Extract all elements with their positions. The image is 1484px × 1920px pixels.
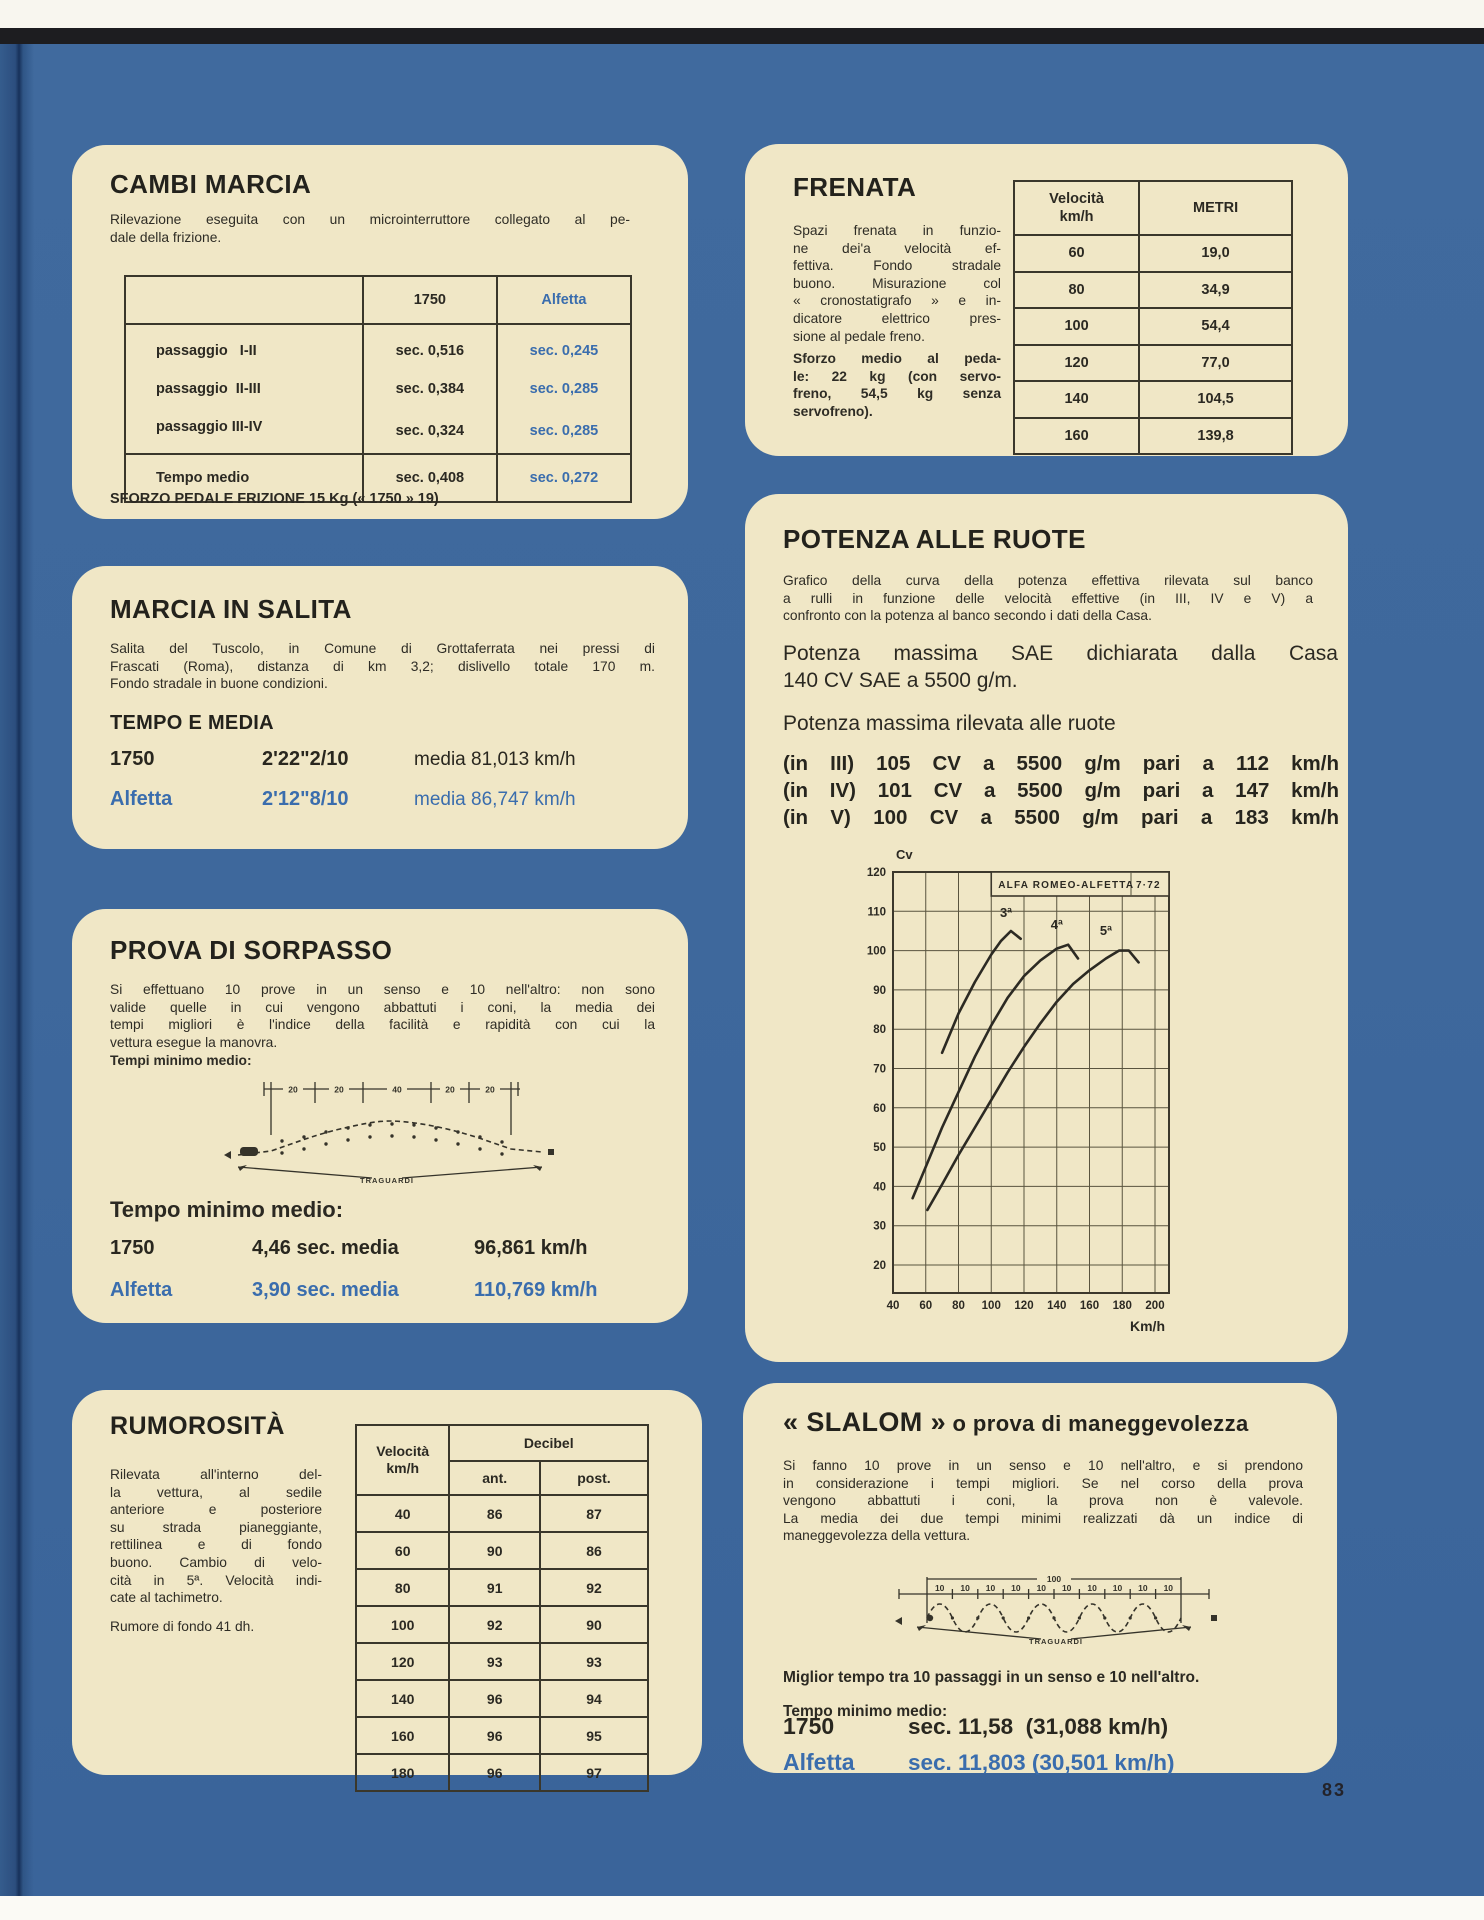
panel-title: POTENZA ALLE RUOTE: [783, 524, 1086, 554]
x-tick-label: 160: [1079, 1300, 1100, 1312]
time-value: sec. 11,58 (31,088 km/h): [908, 1714, 1169, 1739]
gearchange-table: [124, 275, 632, 503]
table-cell: 104,5: [1139, 381, 1292, 418]
car-name: Alfetta: [110, 788, 173, 810]
step-label: 10: [1011, 1583, 1021, 1593]
time-value: 4,46 sec. media: [252, 1237, 399, 1259]
step-label: 10: [1087, 1583, 1097, 1593]
panel-frenata: [745, 144, 1348, 456]
text-line: 140 CV SAE a 5500 g/m.: [783, 669, 1018, 692]
table-cell: 87: [540, 1495, 648, 1532]
table-cell: 139,8: [1139, 418, 1292, 455]
car-name: 1750: [783, 1713, 835, 1739]
table-cell: 93: [540, 1643, 648, 1680]
text-line: confronto con la potenza al banco secondo i dati della Casa.: [783, 608, 1152, 624]
table-cell: sec. 0,272: [497, 454, 631, 502]
y-tick-label: 100: [866, 945, 886, 958]
table-cell: 54,4: [1139, 308, 1292, 345]
table-row: [125, 408, 631, 454]
y-tick-label: 120: [866, 867, 886, 879]
car-name: 1750: [110, 1237, 155, 1259]
x-tick-label: 80: [952, 1300, 965, 1312]
table-cell: 140: [356, 1680, 449, 1717]
table-cell: 77,0: [1139, 345, 1292, 382]
step-label: 10: [985, 1583, 996, 1593]
table-row: [125, 370, 631, 408]
text-line: Spazi frenata in funzio-: [793, 223, 1001, 238]
step-label: 10: [1036, 1583, 1047, 1593]
result-row-alfetta: [110, 1279, 597, 1302]
result-row-1750: [110, 748, 576, 771]
table-header-row: [356, 1425, 648, 1461]
table-cell: 91: [449, 1569, 540, 1606]
text-line: a rulli in funzione delle velocità effettive (in III, IV e V) a: [783, 590, 1313, 606]
text-line: le: 22 kg (con servo-: [793, 368, 1001, 384]
text-line: servofreno).: [793, 403, 873, 419]
table-cell: 60: [1014, 235, 1139, 272]
marcia-body: [110, 640, 655, 693]
table-cell: passaggio II-III: [156, 381, 261, 397]
average-speed: 96,861 km/h: [474, 1237, 588, 1259]
table-cell: 90: [540, 1606, 648, 1643]
table-cell: passaggio I-II: [156, 343, 257, 359]
power-curve-3ª: [942, 931, 1021, 1053]
panel-title: PROVA DI SORPASSO: [110, 935, 393, 965]
column-header: 1750: [363, 276, 497, 324]
table-cell: passaggio III-IV: [156, 419, 263, 435]
gear-power-lines: [783, 750, 1339, 831]
tempo-minimo-subhead: Tempo minimo medio:: [110, 1197, 344, 1222]
table-row: [356, 1569, 648, 1606]
time-value: 2'22"2/10: [262, 748, 349, 770]
start-marker: [895, 1617, 902, 1625]
table-cell: 80: [356, 1569, 449, 1606]
table-header-row: [125, 276, 631, 324]
legend-title: ALFA ROMEO-ALFETTA: [998, 880, 1135, 891]
text-line: su strada pianeggiante,: [110, 1519, 322, 1535]
table-row: [1014, 381, 1292, 418]
table-row: [356, 1532, 648, 1569]
page-number: 83: [1322, 1780, 1347, 1800]
table-row: [356, 1717, 648, 1754]
step-label: 10: [960, 1583, 970, 1593]
column-header: post.: [540, 1461, 648, 1495]
car-icon: [240, 1147, 258, 1156]
power-curve-4ª: [913, 945, 1078, 1198]
noise-table: [355, 1424, 649, 1792]
table-cell: 100: [1014, 308, 1139, 345]
table-cell: 120: [356, 1643, 449, 1680]
text-line: vettura esegue la manovra.: [110, 1034, 278, 1050]
table-row: [356, 1680, 648, 1717]
panel-title: CAMBI MARCIA: [110, 169, 312, 199]
curve-label: 5ª: [1099, 922, 1112, 938]
end-marker: [548, 1149, 554, 1155]
text-line: Rilevazione eseguita con un microinterruttore collegato al pe-: [110, 212, 630, 227]
tempo-media-subhead: TEMPO E MEDIA: [110, 712, 274, 734]
text-line: rettilinea e di fondo: [110, 1537, 322, 1553]
panel-slalom: [743, 1383, 1337, 1773]
y-tick-label: 90: [873, 984, 886, 997]
table-row: [356, 1643, 648, 1680]
table-row: [1014, 272, 1292, 309]
text-line: dale della frizione.: [110, 229, 222, 245]
frenata-pedal-note: [793, 350, 1001, 420]
table-cell: sec. 0,324: [363, 408, 497, 454]
text-line: valide quelle in cui vengono abbattuti i coni, la media dei: [110, 999, 655, 1015]
slalom-tempo-line: Tempo minimo medio:: [783, 1703, 948, 1720]
column-header-label: Velocità: [1049, 191, 1104, 207]
panel-title: MARCIA IN SALITA: [110, 594, 352, 624]
column-header: ant.: [449, 1461, 540, 1495]
table-cell: sec. 0,384: [363, 370, 497, 408]
x-tick-label: 40: [886, 1300, 900, 1312]
bottom-page-edge: [0, 1896, 1484, 1920]
table-cell: sec. 0,516: [363, 324, 497, 370]
step-label: 10: [1163, 1583, 1174, 1593]
plot-border: [893, 872, 1169, 1293]
panel-title: FRENATA: [793, 172, 917, 202]
y-tick-label: 110: [867, 906, 886, 919]
text-line: (in V) 100 CV a 5500 g/m pari a 183 km/h: [783, 806, 1339, 829]
title-quoted: « SLALOM »: [783, 1407, 947, 1437]
car-name: Alfetta: [110, 1279, 173, 1301]
text-line: fettiva. Fondo stradale: [793, 258, 1001, 274]
column-header: METRI: [1139, 181, 1292, 235]
clutch-effort-note: SFORZO PEDALE FRIZIONE 15 Kg (« 1750 » 19): [110, 491, 439, 507]
text-line: in considerazione i tempi migliori. Se nel corso della prova: [783, 1475, 1303, 1491]
table-row: [356, 1754, 648, 1791]
table-row: [1014, 418, 1292, 455]
panel-title: RUMOROSITÀ: [110, 1412, 285, 1440]
table-cell: 96: [449, 1717, 540, 1754]
table-cell: 180: [356, 1754, 449, 1791]
text-line: anteriore e posteriore: [110, 1502, 322, 1518]
table-cell: 60: [356, 1532, 449, 1569]
table-cell: 90: [449, 1532, 540, 1569]
table-cell: sec. 0,408: [363, 454, 497, 502]
spine-shadow: [0, 44, 34, 1900]
curve-label: 4ª: [1050, 916, 1063, 932]
table-cell: 80: [1014, 272, 1139, 309]
table-cell: 160: [1014, 418, 1139, 455]
y-tick-label: 80: [873, 1024, 886, 1037]
sorpasso-bold-line: Tempi minimo medio:: [110, 1053, 252, 1068]
table-cell: 96: [449, 1754, 540, 1791]
table-cell: 120: [1014, 345, 1139, 382]
time-value: sec. 11,803 (30,501 km/h): [908, 1750, 1175, 1775]
text-line: ne dei'a velocità ef-: [793, 240, 1001, 256]
panel-cambi-marcia: [72, 145, 688, 519]
potenza-declared-power: [783, 640, 1338, 694]
overtaking-course-diagram: [220, 1075, 560, 1190]
table-cell: 19,0: [1139, 235, 1292, 272]
text-line: Si fanno 10 prove in un senso e 10 nell'altro, e si prendono: [783, 1458, 1303, 1473]
panel-potenza-alle-ruote: [745, 494, 1348, 1362]
text-line: Frascati (Roma), distanza di km 3,2; dislivello totale 170 m.: [110, 658, 655, 674]
table-header-row: [1014, 181, 1292, 235]
slalom-course-diagram: [889, 1571, 1219, 1656]
table-cell: [125, 276, 363, 324]
slalom-best-time-line: Miglior tempo tra 10 passaggi in un senso e 10 nell'altro.: [783, 1669, 1200, 1686]
text-line: tempi migliori è l'indice della facilità e rapidità con cui la: [110, 1017, 655, 1033]
y-tick-label: 20: [873, 1260, 886, 1272]
average-speed: 110,769 km/h: [474, 1279, 598, 1301]
average-speed: media 86,747 km/h: [414, 789, 576, 810]
braking-table: [1013, 180, 1293, 455]
panel-prova-di-sorpasso: [72, 909, 688, 1323]
text-line: La media dei due tempi minimi realizzati dà un indice di: [783, 1510, 1303, 1526]
start-marker: [224, 1151, 231, 1159]
step-label: 10: [1112, 1583, 1123, 1593]
legend-date: 7·72: [1136, 880, 1161, 891]
text-line: Sforzo medio al peda-: [793, 351, 1001, 366]
panel-rumorosita: [72, 1390, 702, 1781]
result-row-1750: [110, 1237, 587, 1260]
table-cell: 97: [540, 1754, 648, 1791]
table-cell: 140: [1014, 381, 1139, 418]
y-tick-label: 40: [873, 1181, 886, 1194]
average-speed: media 81,013 km/h: [414, 749, 576, 770]
text-line: Potenza massima SAE dichiarata dalla Casa: [783, 642, 1338, 665]
curve-label: 3ª: [999, 905, 1013, 921]
segment-label: 20: [445, 1084, 455, 1095]
x-axis-label: Km/h: [1130, 1318, 1165, 1334]
total-length-label: 100: [1046, 1574, 1062, 1584]
text-line: buono. Cambio di velo-: [110, 1554, 322, 1570]
table-cell: 92: [449, 1606, 540, 1643]
title-rest: o prova di maneggevolezza: [946, 1411, 1249, 1436]
segment-label: 40: [392, 1084, 402, 1095]
y-tick-label: 70: [873, 1063, 886, 1076]
table-cell: 92: [540, 1569, 648, 1606]
table-cell: 34,9: [1139, 272, 1292, 309]
result-row-1750: [783, 1713, 1168, 1740]
top-black-band: [0, 28, 1484, 44]
time-value: 2'12"8/10: [262, 788, 349, 810]
car-icon: [927, 1615, 933, 1621]
table-row: [125, 324, 631, 370]
time-value: 3,90 sec. media: [252, 1279, 399, 1301]
sorpasso-body: [110, 981, 655, 1051]
rumorosita-body: [110, 1466, 322, 1607]
text-line: maneggevolezza della vettura.: [783, 1528, 971, 1544]
table-row: [356, 1606, 648, 1643]
text-line: (in IV) 101 CV a 5500 g/m pari a 147 km/h: [783, 779, 1339, 802]
text-line: (in III) 105 CV a 5500 g/m pari a 112 km/h: [783, 752, 1339, 775]
background-noise-note: Rumore di fondo 41 dh.: [110, 1619, 255, 1634]
x-tick-label: 120: [1014, 1300, 1034, 1312]
column-header-unit: km/h: [1059, 209, 1094, 225]
segment-label: 20: [334, 1084, 344, 1095]
text-line: freno, 54,5 kg senza: [793, 386, 1001, 402]
top-page-edge: [0, 0, 1484, 28]
column-header: [356, 1425, 449, 1495]
table-row: [1014, 235, 1292, 272]
table-cell: 100: [356, 1606, 449, 1643]
table-cell: 95: [540, 1717, 648, 1754]
table-row: [356, 1495, 648, 1532]
text-line: Salita del Tuscolo, in Comune di Grottaferrata nei pressi di: [110, 641, 655, 656]
step-label: 10: [1138, 1583, 1148, 1593]
text-line: Si effettuano 10 prove in un senso e 10 nell'altro: non sono: [110, 982, 655, 997]
car-name: 1750: [110, 748, 155, 770]
x-tick-label: 200: [1145, 1300, 1165, 1312]
text-line: Fondo stradale in buone condizioni.: [110, 676, 328, 692]
table-cell: Tempo medio: [125, 454, 363, 502]
segment-label: 20: [485, 1084, 495, 1095]
table-cell: 86: [540, 1532, 648, 1569]
potenza-measured-heading: Potenza massima rilevata alle ruote: [783, 712, 1116, 735]
x-tick-label: 180: [1112, 1300, 1132, 1312]
table-cell: sec. 0,285: [497, 370, 631, 408]
step-label: 10: [1061, 1583, 1072, 1593]
end-marker: [1211, 1615, 1217, 1621]
column-header: Decibel: [449, 1425, 648, 1461]
text-line: la vettura, al sedile: [110, 1484, 322, 1500]
table-cell: sec. 0,285: [497, 408, 631, 454]
panel-marcia-in-salita: [72, 566, 688, 849]
car-name: Alfetta: [783, 1749, 855, 1775]
y-tick-label: 50: [873, 1142, 886, 1155]
result-row-alfetta: [783, 1749, 1174, 1776]
y-tick-label: 30: [873, 1220, 886, 1233]
text-line: Rilevata all'interno del-: [110, 1467, 322, 1482]
text-line: buono. Misurazione col: [793, 275, 1001, 291]
text-line: vengono abbattuti i coni, la prova non è valevole.: [783, 1493, 1303, 1509]
step-label: 10: [934, 1583, 945, 1593]
table-cell: 96: [449, 1680, 540, 1717]
text-line: dicatore elettrico pres-: [793, 310, 1001, 326]
x-tick-label: 140: [1047, 1300, 1067, 1312]
table-cell: 93: [449, 1643, 540, 1680]
finish-label: TRAGUARDI: [360, 1176, 414, 1185]
power-chart: [857, 846, 1232, 1351]
slalom-body: [783, 1457, 1303, 1545]
column-header-unit: km/h: [386, 1460, 420, 1476]
table-cell: 40: [356, 1495, 449, 1532]
frenata-body: [793, 222, 1001, 345]
text-line: « cronostatigrafo » e in-: [793, 293, 1001, 309]
table-row: [1014, 345, 1292, 382]
text-line: Grafico della curva della potenza effettiva rilevata sul banco: [783, 573, 1313, 588]
table-cell: 94: [540, 1680, 648, 1717]
panel-title: [783, 1407, 1249, 1438]
cambi-intro: [110, 211, 630, 246]
column-header-label: Velocità: [376, 1443, 430, 1459]
y-tick-label: 60: [873, 1102, 886, 1115]
text-line: cità in 5ª. Velocità indi-: [110, 1572, 322, 1588]
table-cell: 86: [449, 1495, 540, 1532]
text-line: sione al pedale freno.: [793, 328, 925, 344]
table-cell: sec. 0,245: [497, 324, 631, 370]
table-cell: 160: [356, 1717, 449, 1754]
x-tick-label: 60: [919, 1300, 933, 1312]
potenza-body: [783, 572, 1313, 625]
column-header: [1014, 181, 1139, 235]
y-axis-label: Cv: [896, 847, 913, 862]
result-row-alfetta: [110, 788, 576, 811]
table-row: [1014, 308, 1292, 345]
finish-label: TRAGUARDI: [1029, 1637, 1083, 1646]
segment-label: 20: [288, 1084, 298, 1095]
x-tick-label: 100: [981, 1300, 1001, 1312]
text-line: cate al tachimetro.: [110, 1590, 223, 1606]
column-header: Alfetta: [497, 276, 631, 324]
